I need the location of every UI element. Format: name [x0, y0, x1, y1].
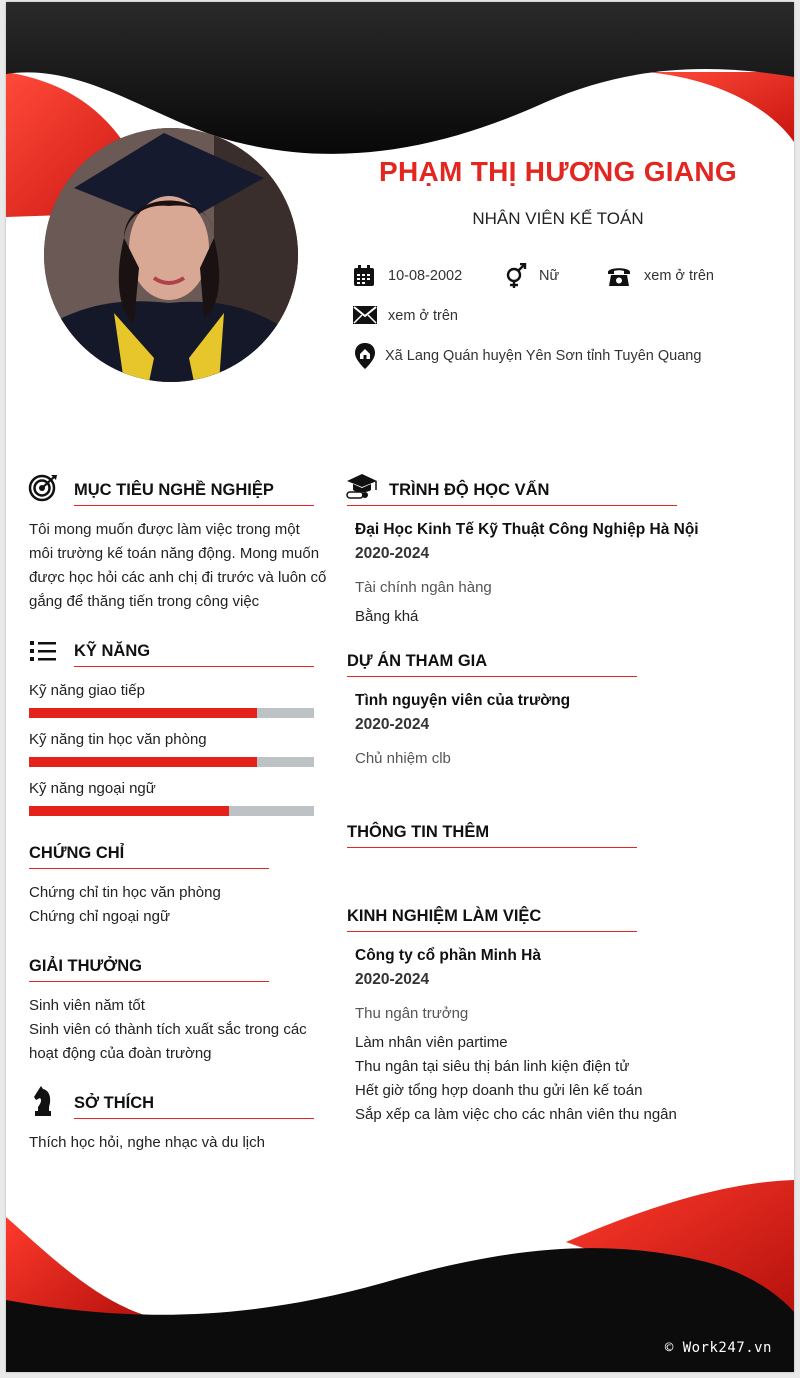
certificates-list: [29, 881, 221, 929]
list-item: Sinh viên có thành tích xuất sắc trong các: [29, 1021, 307, 1038]
awards-divider: [29, 981, 269, 982]
gender: Nữ: [539, 268, 560, 284]
avatar: [44, 128, 298, 382]
hobbies-title: SỞ THÍCH: [74, 1094, 155, 1112]
skills-divider: [74, 666, 314, 667]
job-title: NHÂN VIÊN KẾ TOÁN: [472, 209, 644, 228]
graduation-cap-icon: [345, 473, 379, 501]
address: Xã Lang Quán huyện Yên Sơn tỉnh Tuyên Quang: [385, 348, 702, 364]
experience-divider: [347, 931, 637, 932]
experience-duties: [355, 1031, 677, 1127]
skill-label: Kỹ năng ngoại ngữ: [29, 780, 156, 797]
list-item: Sắp xếp ca làm việc cho các nhân viên thu ngân: [355, 1106, 677, 1123]
skill-label: Kỹ năng giao tiếp: [29, 682, 145, 699]
project-period: 2020-2024: [355, 716, 430, 733]
list-item: hoạt động của đoàn trường: [29, 1045, 212, 1062]
calendar-icon: [353, 265, 375, 287]
school-name: Đại Học Kinh Tế Kỹ Thuật Công Nghiệp Hà Nội: [355, 521, 699, 538]
list-item: Chứng chỉ ngoại ngữ: [29, 908, 171, 925]
education-major: Tài chính ngân hàng: [355, 579, 492, 596]
certificates-title: CHỨNG CHỈ: [29, 844, 125, 862]
certificates-divider: [29, 868, 269, 869]
email-icon: [353, 306, 377, 324]
education-grade: Bằng khá: [355, 608, 419, 625]
skill-bar-fill: [29, 757, 257, 767]
more-info-title: THÔNG TIN THÊM: [347, 823, 490, 841]
skill-bar-fill: [29, 806, 229, 816]
target-icon: [28, 474, 58, 502]
hobbies-text: Thích học hỏi, nghe nhạc và du lịch: [29, 1134, 265, 1151]
awards-list: [29, 994, 307, 1066]
experience-title: KINH NGHIỆM LÀM VIỆC: [347, 907, 542, 925]
projects-divider: [347, 676, 637, 677]
gender-icon: [504, 263, 528, 289]
education-title: TRÌNH ĐỘ HỌC VẤN: [389, 481, 550, 499]
birthday: 10-08-2002: [388, 268, 463, 284]
skill-bar: [29, 806, 314, 816]
candidate-name: PHẠM THỊ HƯƠNG GIANG: [379, 156, 737, 187]
skill-bar: [29, 757, 314, 767]
experience-period: 2020-2024: [355, 971, 430, 988]
list-item: Chứng chỉ tin học văn phòng: [29, 884, 221, 901]
list-item: Hết giờ tổng hợp doanh thu gửi lên kế toán: [355, 1082, 643, 1099]
footer-watermark: © Work247.vn: [664, 1340, 772, 1356]
cv-page: [6, 2, 794, 1372]
awards-title: GIẢI THƯỞNG: [29, 957, 143, 975]
more-info-divider: [347, 847, 637, 848]
projects-title: DỰ ÁN THAM GIA: [347, 652, 488, 670]
project-role: Chủ nhiệm clb: [355, 750, 451, 767]
hobbies-divider: [74, 1118, 314, 1119]
location-pin-icon: [354, 342, 376, 370]
skill-label: Kỹ năng tin học văn phòng: [29, 731, 207, 748]
phone-icon: [607, 265, 631, 287]
education-divider: [347, 505, 677, 506]
education-period: 2020-2024: [355, 545, 430, 562]
experience-position: Thu ngân trưởng: [355, 1005, 469, 1022]
chess-knight-icon: [33, 1085, 53, 1117]
list-item: Thu ngân tại siêu thị bán linh kiện điện tử: [355, 1058, 630, 1075]
list-item: Sinh viên năm tốt: [29, 997, 145, 1014]
objective-divider: [74, 505, 314, 506]
skill-bar-fill: [29, 708, 257, 718]
skills-title: KỸ NĂNG: [74, 642, 151, 660]
phone: xem ở trên: [644, 268, 714, 284]
objective-title: MỤC TIÊU NGHỀ NGHIỆP: [74, 481, 274, 499]
email: xem ở trên: [388, 308, 458, 324]
company-name: Công ty cổ phần Minh Hà: [355, 947, 541, 964]
list-item: Làm nhân viên partime: [355, 1034, 508, 1051]
objective-text: Tôi mong muốn được làm việc trong một môi trường kế toán năng động. Mong muốn được học hỏi các anh chị đi trước và luôn cố gắng để thăng tiến trong công việc: [29, 521, 327, 610]
project-name: Tình nguyện viên của trường: [355, 692, 571, 709]
list-icon: [30, 640, 56, 662]
skill-bar: [29, 708, 314, 718]
